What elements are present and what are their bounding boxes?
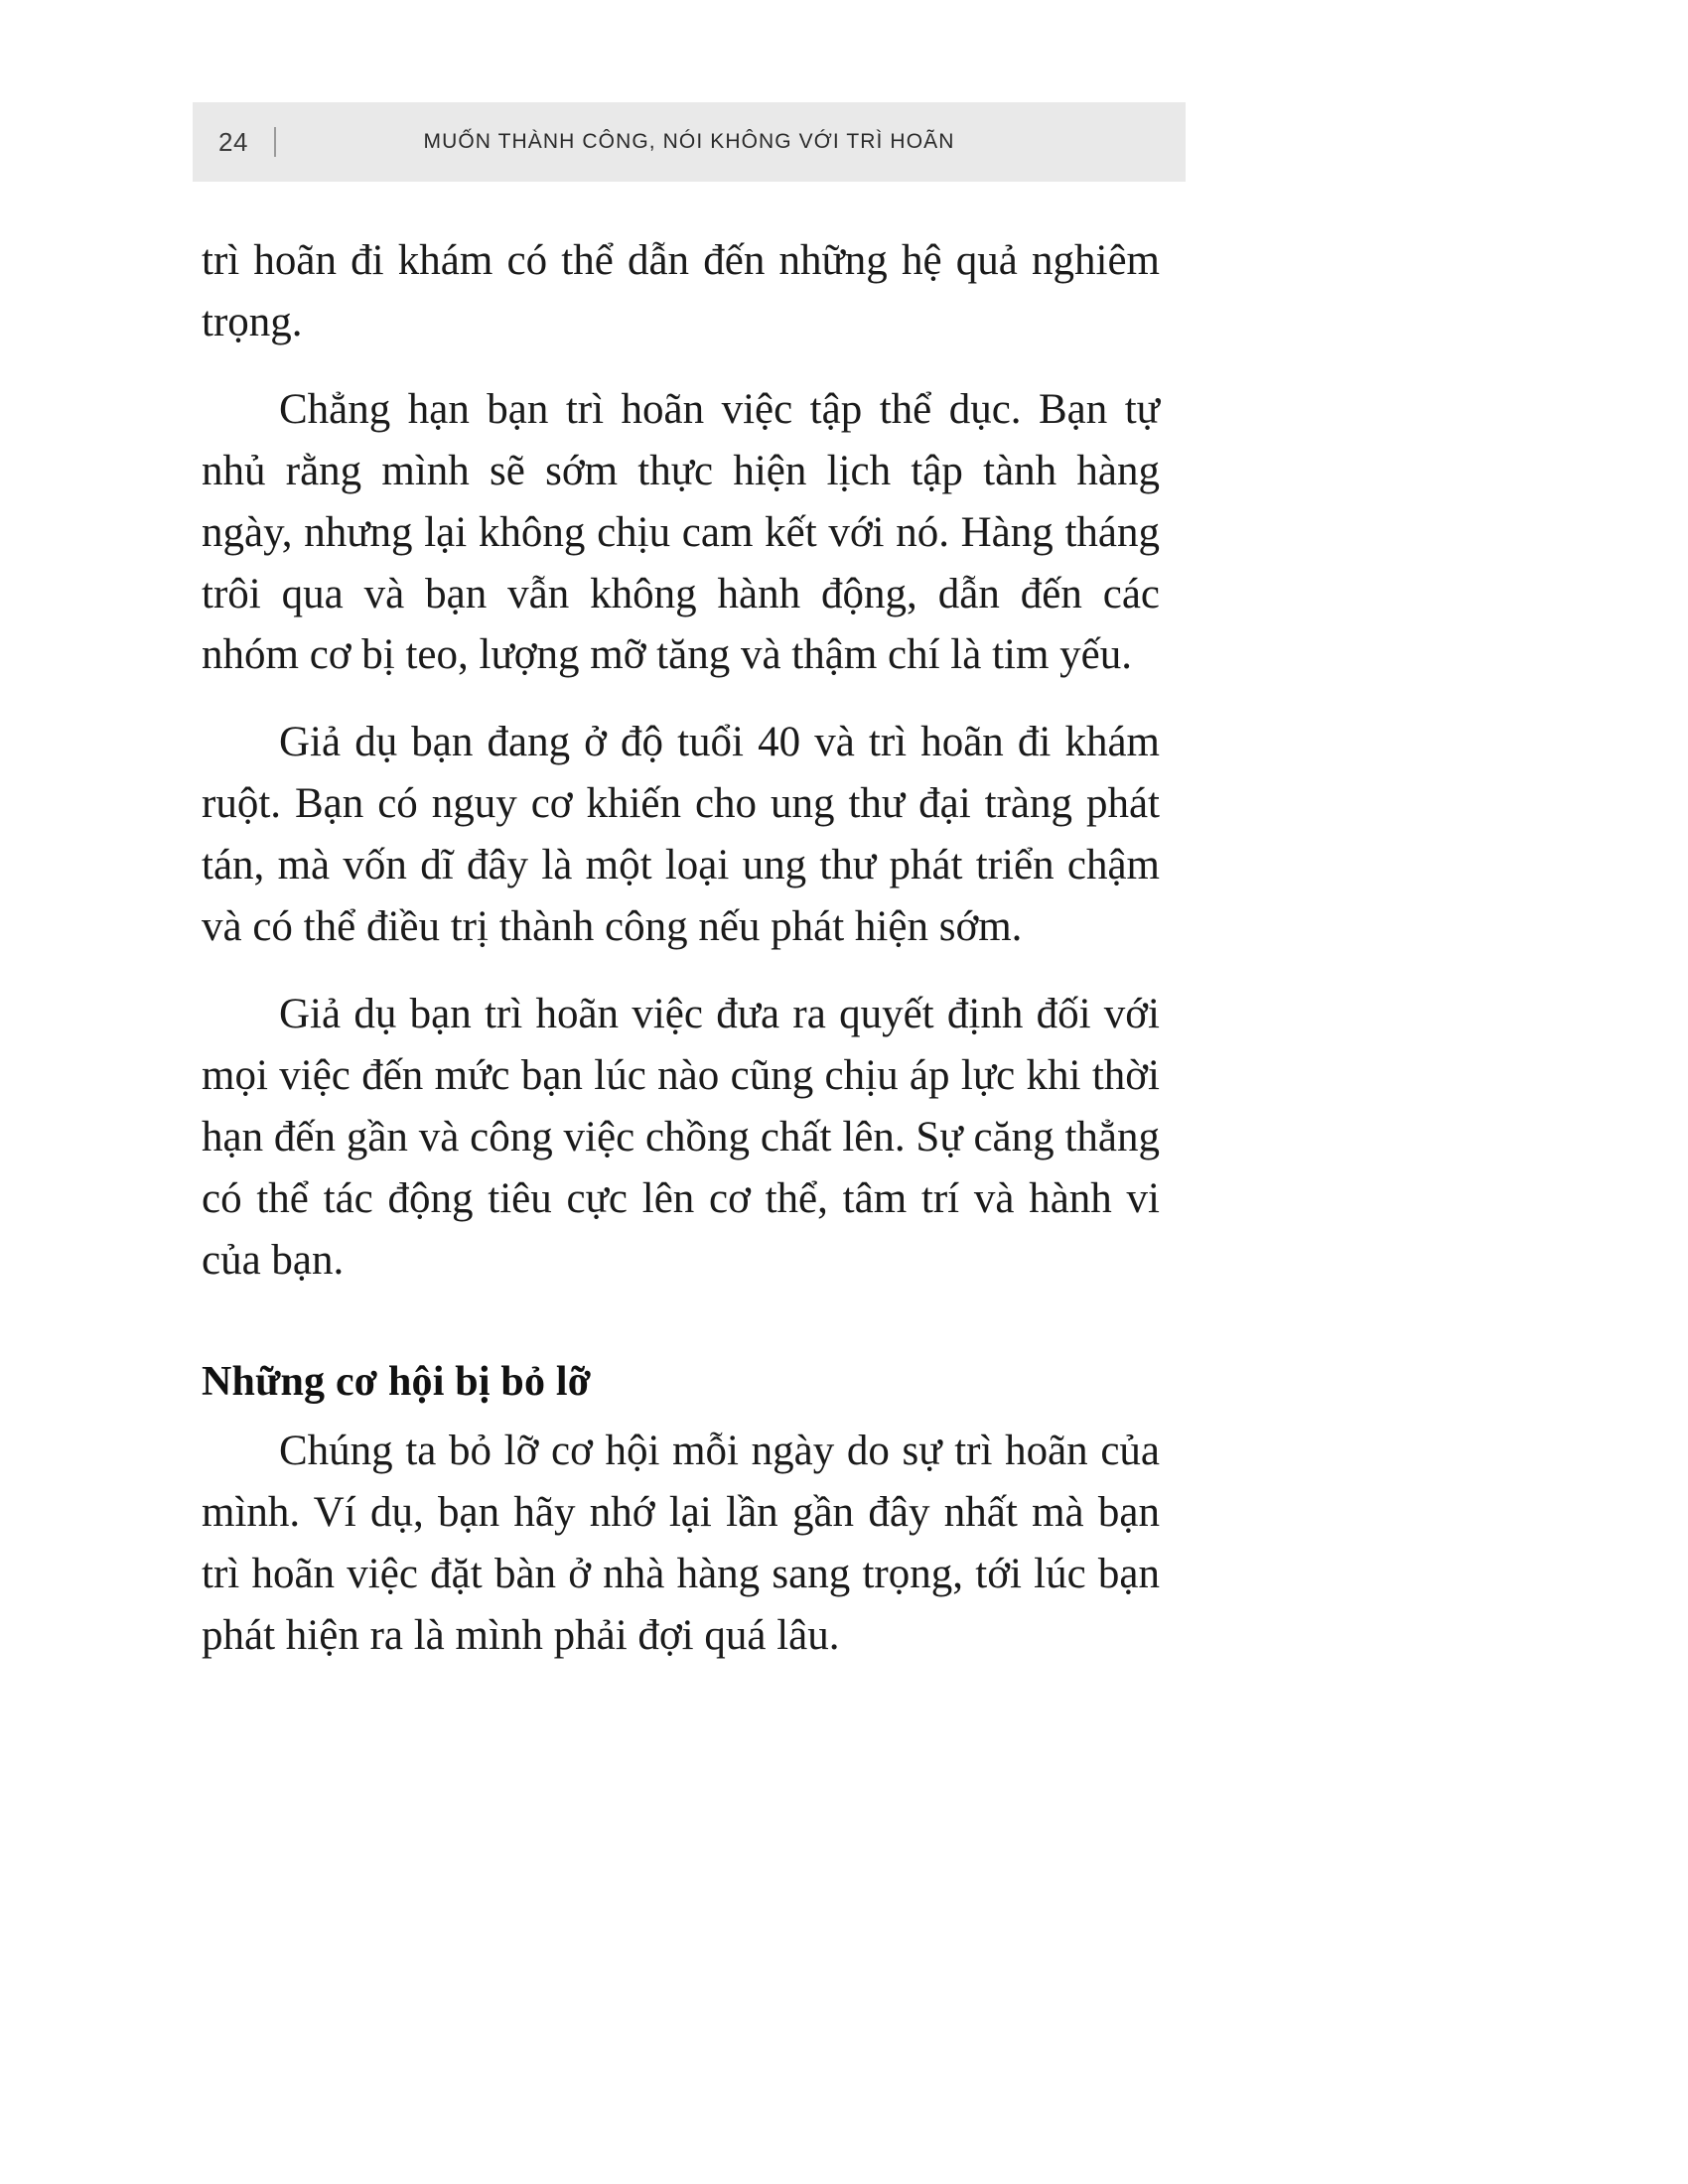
paragraph-4: Giả dụ bạn trì hoãn việc đưa ra quyết định đối với mọi việc đến mức bạn lúc nào cũng chịu áp lực khi thời hạn đến gần và công việc chồng chất lên. Sự căng thẳng có thể tác động tiêu cực lên cơ thể, tâm trí và hành vi của bạn. [202, 990, 1160, 1284]
paragraph-5: Chúng ta bỏ lỡ cơ hội mỗi ngày do sự trì hoãn của mình. Ví dụ, bạn hãy nhớ lại lần gần đây nhất mà bạn trì hoãn việc đặt bàn ở nhà hàng sang trọng, tới lúc bạn phát hiện ra là mình phải đợi quá lâu. [202, 1428, 1160, 1660]
running-title: MUỐN THÀNH CÔNG, NÓI KHÔNG VỚI TRÌ HOÃN [423, 130, 955, 153]
running-head [193, 102, 1186, 182]
paragraph-2: Chẳng hạn bạn trì hoãn việc tập thể dục. Bạn tự nhủ rằng mình sẽ sớm thực hiện lịch tập tành hàng ngày, nhưng lại không chịu cam kết với nó. Hàng tháng trôi qua và bạn vẫn không hành động, dẫn đến các nhóm cơ bị teo, lượng mỡ tăng và thậm chí là tim yếu. [202, 385, 1160, 679]
running-head-band [193, 102, 1186, 182]
folio-divider [274, 127, 276, 157]
section-heading: Những cơ hội bị bỏ lỡ [202, 1358, 592, 1405]
paragraph-1: trì hoãn đi khám có thể dẫn đến những hệ quả nghiêm trọng. [202, 237, 1160, 345]
page-number: 24 [218, 126, 248, 157]
text-column [202, 230, 1160, 1675]
paragraph-3: Giả dụ bạn đang ở độ tuổi 40 và trì hoãn đi khám ruột. Bạn có nguy cơ khiến cho ung thư đại tràng phát tán, mà vốn dĩ đây là một loại ung thư phát triển chậm và có thể điều trị thành công nếu phát hiện sớm. [202, 719, 1160, 951]
